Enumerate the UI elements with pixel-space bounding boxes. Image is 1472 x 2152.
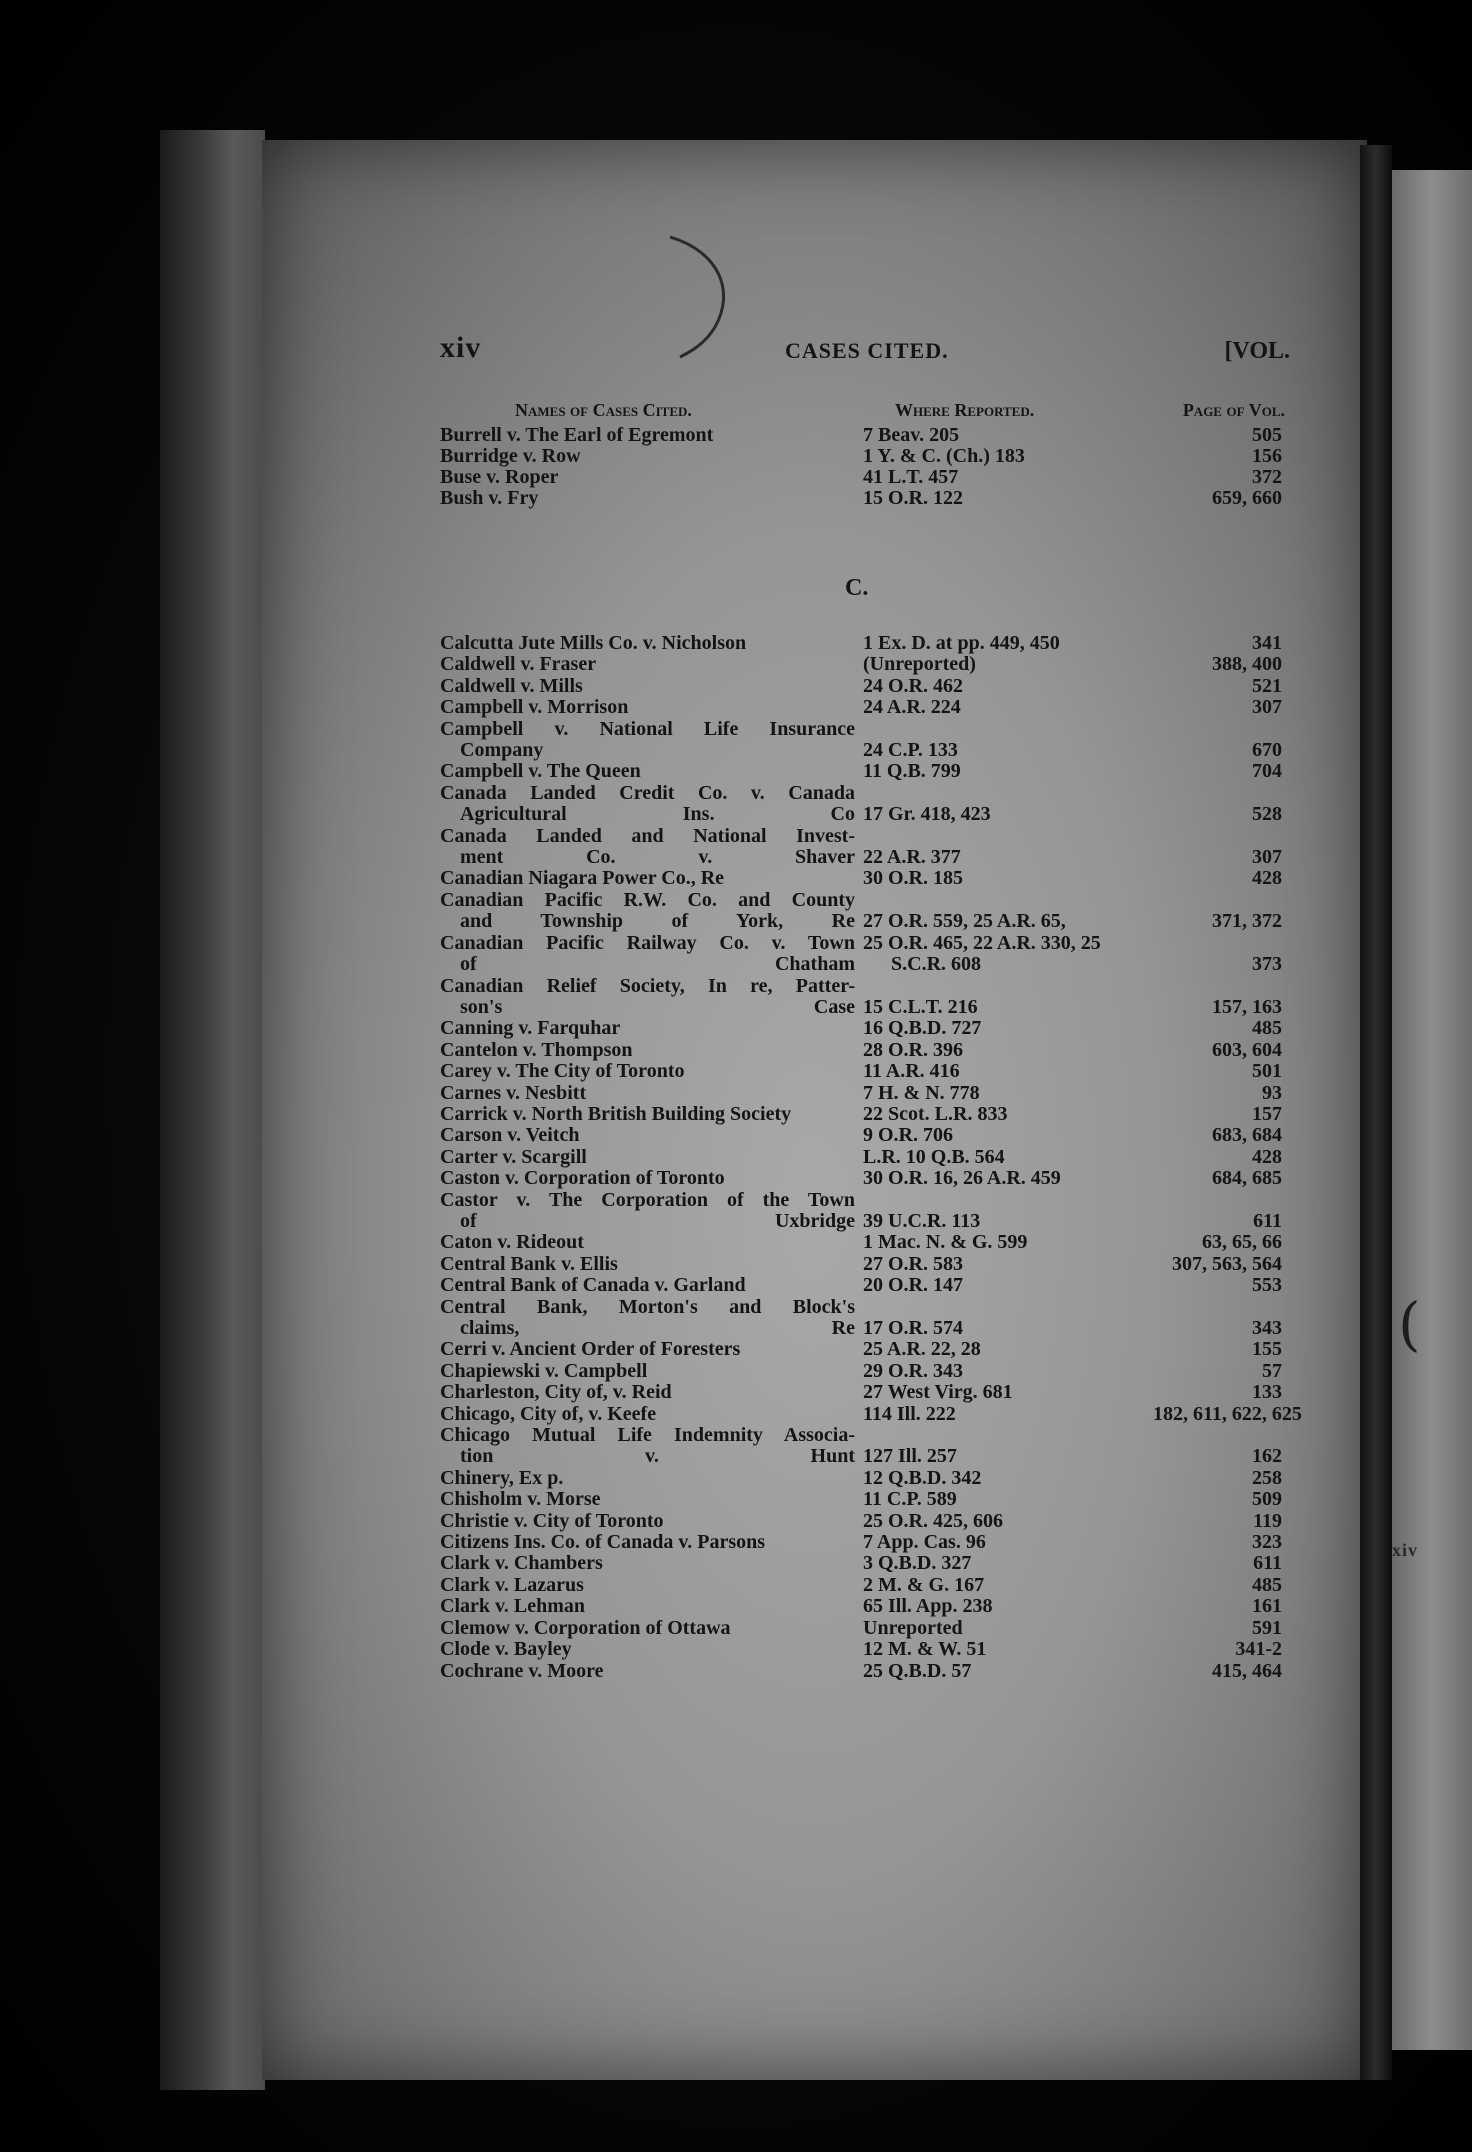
case-citation-text: 25 O.R. 465, 22 A.R. 330, 25 — [863, 932, 1101, 954]
case-name — [440, 1596, 855, 1617]
case-name — [440, 1083, 855, 1104]
case-citation — [863, 1639, 1153, 1660]
case-citation — [863, 1254, 1153, 1275]
case-name-continuation: son's Case — [460, 995, 855, 1018]
case-page-ref: 258 — [1252, 1466, 1282, 1489]
case-row — [440, 1061, 1282, 1082]
case-row — [440, 826, 1282, 869]
case-citation — [863, 1553, 1153, 1574]
case-citation-text: 27 West Virg. 681 — [863, 1382, 1013, 1404]
case-name-text: Clark v. Lazarus — [440, 1573, 584, 1596]
case-page-ref: 156 — [1252, 445, 1282, 467]
case-name — [440, 1661, 855, 1682]
case-row — [440, 1147, 1282, 1168]
case-citation — [863, 1168, 1153, 1189]
case-name — [440, 976, 855, 1019]
case-citation — [863, 1339, 1153, 1360]
case-name — [440, 719, 855, 762]
case-citation-text: 20 O.R. 147 — [863, 1275, 963, 1297]
case-name-text: Campbell v. National Life Insurance — [440, 717, 855, 740]
case-citation — [863, 1382, 1153, 1403]
case-page-ref: 603, 604 — [1212, 1038, 1282, 1061]
case-row — [440, 697, 1282, 718]
case-citation — [863, 1468, 1153, 1489]
case-name-continuation: ment Co. v. Shaver — [460, 846, 855, 869]
case-page-ref: 505 — [1252, 424, 1282, 446]
case-page-ref: 521 — [1252, 674, 1282, 697]
case-name-text: Campbell v. Morrison — [440, 696, 629, 719]
case-citation-text: 41 L.T. 457 — [863, 467, 959, 488]
case-citation — [863, 467, 1153, 488]
case-citation-text: 1 Mac. N. & G. 599 — [863, 1232, 1028, 1254]
case-citation-text: 17 Gr. 418, 423 — [863, 804, 991, 826]
case-row — [440, 1083, 1282, 1104]
case-name-text: Burrell v. The Earl of Egremont — [440, 424, 714, 446]
case-row — [440, 976, 1282, 1019]
case-name — [440, 1489, 855, 1510]
case-name-text: Chicago Mutual Life Indemnity Associa- — [440, 1424, 855, 1447]
case-page-ref: 307 — [1252, 696, 1282, 719]
case-page-ref: 57 — [1262, 1359, 1282, 1382]
case-row — [440, 1232, 1282, 1253]
case-citation — [863, 1361, 1153, 1382]
margin-bracket: ( — [1398, 1290, 1421, 1358]
case-page-ref: 683, 684 — [1212, 1124, 1282, 1147]
case-row — [440, 890, 1282, 933]
case-citation — [863, 1404, 1153, 1425]
case-row — [440, 1104, 1282, 1125]
case-name-text: Carson v. Veitch — [440, 1124, 580, 1147]
case-name-text: Canada Landed and National Invest- — [440, 824, 855, 847]
case-citation-text: 16 Q.B.D. 727 — [863, 1018, 982, 1040]
case-row — [440, 1639, 1282, 1660]
case-page-ref: 659, 660 — [1212, 487, 1282, 509]
case-row — [440, 654, 1282, 675]
facing-page-edge — [1392, 170, 1472, 2050]
case-name — [440, 1190, 855, 1233]
case-citation — [863, 1211, 1153, 1232]
case-citation — [863, 488, 1153, 509]
case-page-ref: 155 — [1252, 1338, 1282, 1361]
case-name-text: Cerri v. Ancient Order of Foresters — [440, 1338, 741, 1361]
case-page-ref: 93 — [1262, 1081, 1282, 1104]
case-page-ref: 553 — [1252, 1274, 1282, 1297]
case-name-text: Bush v. Fry — [440, 487, 539, 509]
case-row — [440, 1425, 1282, 1468]
case-citation-text: 24 C.P. 133 — [863, 740, 958, 762]
case-name — [440, 467, 855, 488]
case-name — [440, 446, 855, 467]
case-name-text: Canada Landed Credit Co. v. Canada — [440, 781, 855, 804]
case-row — [440, 488, 1282, 509]
case-name — [440, 1254, 855, 1275]
case-name — [440, 1361, 855, 1382]
case-name — [440, 1040, 855, 1061]
case-name — [440, 826, 855, 869]
case-page-ref: 341 — [1252, 632, 1282, 654]
case-citation — [863, 1661, 1153, 1682]
case-row — [440, 1468, 1282, 1489]
case-citation — [863, 1125, 1153, 1146]
case-citation — [863, 997, 1153, 1018]
section-b-list — [440, 425, 1282, 509]
case-citation-text: 114 Ill. 222 — [863, 1403, 956, 1425]
case-row — [440, 1382, 1282, 1403]
case-citation — [863, 1104, 1153, 1125]
case-citation-text: 22 Scot. L.R. 833 — [863, 1103, 1008, 1125]
case-name-text: Citizens Ins. Co. of Canada v. Parsons — [440, 1531, 766, 1554]
case-page-ref: 528 — [1252, 803, 1282, 826]
case-citation — [863, 847, 1153, 868]
case-citation — [863, 676, 1153, 697]
case-citation-text: 25 O.R. 425, 606 — [863, 1510, 1003, 1532]
case-citation-text: 30 O.R. 16, 26 A.R. 459 — [863, 1168, 1061, 1190]
case-page-ref: 162 — [1252, 1445, 1282, 1468]
case-row — [440, 1511, 1282, 1532]
case-row — [440, 1168, 1282, 1189]
case-name-continuation: and Township of York, Re — [460, 910, 855, 933]
case-citation-text: 12 Q.B.D. 342 — [863, 1467, 982, 1489]
case-page-ref: 323 — [1252, 1531, 1282, 1554]
case-row — [440, 719, 1282, 762]
case-citation — [863, 654, 1153, 675]
case-name — [440, 1061, 855, 1082]
case-citation-text: 24 A.R. 224 — [863, 697, 961, 719]
case-citation — [863, 425, 1153, 446]
case-name-continuation: tion v. Hunt — [460, 1445, 855, 1468]
case-row — [440, 1489, 1282, 1510]
case-name-text: Chicago, City of, v. Keefe — [440, 1402, 657, 1425]
case-name-continuation: of Uxbridge — [460, 1209, 855, 1232]
case-citation — [863, 1018, 1153, 1039]
case-row — [440, 783, 1282, 826]
case-row — [440, 1661, 1282, 1682]
case-page-ref: 509 — [1252, 1488, 1282, 1511]
case-citation-text: 11 Q.B. 799 — [863, 761, 961, 783]
case-page-ref: 428 — [1252, 867, 1282, 890]
case-citation-text: 2 M. & G. 167 — [863, 1574, 985, 1596]
case-row — [440, 1596, 1282, 1617]
case-citation-text: 11 C.P. 589 — [863, 1489, 957, 1511]
case-name-text: Canning v. Farquhar — [440, 1017, 621, 1040]
case-name-text: Central Bank v. Ellis — [440, 1252, 618, 1275]
case-name-continuation: Company — [460, 739, 544, 762]
case-citation-text: 127 Ill. 257 — [863, 1446, 957, 1468]
margin-note: xiv — [1392, 1540, 1419, 1560]
case-name-continuation: claims, Re — [460, 1317, 855, 1339]
case-citation-text: 7 Beav. 205 — [863, 425, 960, 446]
case-name — [440, 1553, 855, 1574]
case-citation — [863, 933, 1153, 976]
case-citation-text: 65 Ill. App. 238 — [863, 1596, 993, 1618]
case-row — [440, 1532, 1282, 1553]
column-header-where: Where Reported. — [895, 400, 1035, 420]
case-page-ref: 157, 163 — [1212, 995, 1282, 1018]
case-name-text: Calcutta Jute Mills Co. v. Nicholson — [440, 632, 747, 654]
case-citation-text: 15 O.R. 122 — [863, 488, 963, 509]
case-row — [440, 1254, 1282, 1275]
case-citation-continuation: S.C.R. 608 — [891, 953, 982, 976]
case-name — [440, 890, 855, 933]
case-page-ref: 63, 65, 66 — [1202, 1231, 1282, 1254]
case-page-ref: 373 — [1252, 953, 1282, 976]
case-name-text: Burridge v. Row — [440, 445, 581, 467]
case-citation-text: 17 O.R. 574 — [863, 1318, 963, 1339]
page-header — [440, 325, 1290, 375]
book-spine-edge — [160, 130, 265, 2090]
page-gutter — [1360, 145, 1392, 2080]
case-citation-text: L.R. 10 Q.B. 564 — [863, 1146, 1005, 1168]
case-page-ref: 611 — [1253, 1209, 1282, 1232]
case-citation — [863, 697, 1153, 718]
case-name — [440, 425, 855, 446]
case-citation-text: 9 O.R. 706 — [863, 1125, 953, 1147]
case-name-text: Christie v. City of Toronto — [440, 1509, 664, 1532]
case-citation-text: Unreported — [863, 1617, 963, 1639]
case-citation — [863, 633, 1153, 654]
case-name-text: Central Bank, Morton's and Block's — [440, 1295, 855, 1318]
case-name-text: Caston v. Corporation of Toronto — [440, 1167, 725, 1190]
case-citation-text: 11 A.R. 416 — [863, 1061, 960, 1083]
case-row — [440, 1040, 1282, 1061]
case-citation — [863, 1040, 1153, 1061]
case-row — [440, 761, 1282, 782]
case-citation-text: 27 O.R. 583 — [863, 1253, 963, 1275]
case-name-text: Chisholm v. Morse — [440, 1488, 601, 1511]
case-name — [440, 783, 855, 826]
case-page-ref: 371, 372 — [1212, 910, 1282, 933]
case-citation — [863, 1061, 1153, 1082]
case-name-text: Clark v. Chambers — [440, 1552, 603, 1575]
case-page-ref: 388, 400 — [1212, 653, 1282, 676]
case-page-ref: 343 — [1252, 1317, 1282, 1339]
case-name-text: Cantelon v. Thompson — [440, 1038, 633, 1061]
case-name-text: Canadian Pacific Railway Co. v. Town — [440, 931, 855, 954]
case-name — [440, 1104, 855, 1125]
case-name-text: Caldwell v. Mills — [440, 674, 583, 697]
case-page-ref: 501 — [1252, 1060, 1282, 1083]
case-page-ref: 415, 464 — [1212, 1659, 1282, 1682]
case-citation — [863, 1596, 1153, 1617]
case-name — [440, 1575, 855, 1596]
case-name-text: Canadian Niagara Power Co., Re — [440, 867, 725, 890]
case-name — [440, 1018, 855, 1039]
section-c-list — [440, 632, 1302, 1682]
case-row — [440, 868, 1282, 889]
case-citation-text: 22 A.R. 377 — [863, 847, 961, 869]
case-citation-text: 25 Q.B.D. 57 — [863, 1660, 972, 1682]
case-name-text: Buse v. Roper — [440, 466, 559, 488]
case-citation — [863, 740, 1153, 761]
case-citation — [863, 1147, 1153, 1168]
case-citation-text: 27 O.R. 559, 25 A.R. 65, — [863, 911, 1066, 933]
case-citation-text: 1 Ex. D. at pp. 449, 450 — [863, 633, 1060, 654]
case-name — [440, 1425, 855, 1468]
case-name — [440, 633, 855, 654]
case-citation-text: 7 H. & N. 778 — [863, 1082, 980, 1104]
case-name — [440, 1125, 855, 1146]
case-citation — [863, 1232, 1153, 1253]
case-name-text: Carey v. The City of Toronto — [440, 1060, 685, 1083]
case-name-text: Central Bank of Canada v. Garland — [440, 1274, 746, 1297]
case-name — [440, 676, 855, 697]
case-name-text: Caldwell v. Fraser — [440, 653, 597, 676]
case-page-ref: 307 — [1252, 846, 1282, 869]
case-citation — [863, 1318, 1153, 1339]
case-row — [440, 446, 1282, 467]
case-name-text: Castor v. The Corporation of the Town — [440, 1188, 855, 1211]
case-citation-text: 28 O.R. 396 — [863, 1039, 963, 1061]
case-citation — [863, 868, 1153, 889]
case-row — [440, 1553, 1282, 1574]
case-name-continuation: of Chatham — [460, 953, 855, 976]
case-name-text: Campbell v. The Queen — [440, 760, 641, 783]
case-page-ref: 341-2 — [1235, 1638, 1282, 1661]
case-name — [440, 1382, 855, 1403]
case-row — [440, 633, 1282, 654]
case-row — [440, 467, 1282, 488]
case-row — [440, 676, 1282, 697]
case-name-text: Clemow v. Corporation of Ottawa — [440, 1616, 731, 1639]
case-citation — [863, 1446, 1153, 1467]
case-page-ref: 704 — [1252, 760, 1282, 783]
case-page-ref: 119 — [1253, 1509, 1282, 1532]
case-name-text: Caton v. Rideout — [440, 1231, 584, 1254]
section-letter-c: C. — [845, 575, 869, 601]
case-name — [440, 933, 855, 976]
case-citation-text: 39 U.C.R. 113 — [863, 1210, 981, 1232]
case-citation-text: 3 Q.B.D. 327 — [863, 1553, 972, 1575]
case-name-text: Chapiewski v. Campbell — [440, 1359, 648, 1382]
case-citation-text: (Unreported) — [863, 654, 976, 676]
case-citation — [863, 1083, 1153, 1104]
case-name-text: Charleston, City of, v. Reid — [440, 1381, 672, 1404]
case-row — [440, 1402, 1302, 1425]
case-name — [440, 1511, 855, 1532]
case-citation — [863, 1532, 1153, 1553]
case-name — [440, 1468, 855, 1489]
case-page-ref: 611 — [1253, 1552, 1282, 1575]
case-row — [440, 1575, 1282, 1596]
case-name-text: Chinery, Ex p. — [440, 1466, 564, 1489]
case-page-ref: 591 — [1252, 1616, 1282, 1639]
page-folio: xiv — [440, 331, 482, 364]
case-name-text: Canadian Relief Society, In re, Patter- — [440, 974, 855, 997]
case-row — [440, 1297, 1282, 1340]
case-citation-text: 29 O.R. 343 — [863, 1360, 963, 1382]
case-page-ref: 161 — [1252, 1595, 1282, 1618]
case-name — [440, 1275, 855, 1296]
case-name-text: Canadian Pacific R.W. Co. and County — [440, 888, 855, 911]
case-name — [440, 1532, 855, 1553]
case-name-text: Carter v. Scargill — [440, 1145, 587, 1168]
case-name — [440, 1618, 855, 1639]
case-name — [440, 697, 855, 718]
case-row — [440, 425, 1282, 446]
column-header-page: Page of Vol. — [1182, 400, 1285, 420]
case-row — [440, 1275, 1282, 1296]
case-citation-text: 24 O.R. 462 — [863, 675, 963, 697]
case-name — [440, 1639, 855, 1660]
case-name-text: Carnes v. Nesbitt — [440, 1081, 587, 1104]
case-name — [440, 868, 855, 889]
case-name — [440, 488, 855, 509]
case-citation — [863, 761, 1153, 782]
case-page-ref: 133 — [1252, 1381, 1282, 1404]
case-name — [440, 1232, 855, 1253]
column-header-names: Names of Cases Cited. — [515, 400, 692, 420]
case-page-ref: 485 — [1252, 1017, 1282, 1040]
case-row — [440, 1125, 1282, 1146]
case-row — [440, 1339, 1282, 1360]
case-row — [440, 1618, 1282, 1639]
case-page-ref: 372 — [1252, 466, 1282, 488]
running-head: CASES CITED. — [785, 338, 949, 363]
case-name-text: Carrick v. North British Building Society — [440, 1102, 792, 1125]
case-name-continuation: Agricultural Ins. Co — [460, 803, 855, 826]
case-row — [440, 933, 1282, 976]
case-page-ref: 428 — [1252, 1145, 1282, 1168]
case-citation-text: 12 M. & W. 51 — [863, 1639, 987, 1661]
case-citation — [863, 1489, 1153, 1510]
volume-mark: [VOL. — [1224, 338, 1290, 364]
case-citation-text: 15 C.L.T. 216 — [863, 996, 978, 1018]
case-name-text: Cochrane v. Moore — [440, 1659, 604, 1682]
case-row — [440, 1018, 1282, 1039]
case-name — [440, 1297, 855, 1340]
case-name — [440, 761, 855, 782]
case-citation — [863, 1618, 1153, 1639]
case-name — [440, 654, 855, 675]
case-citation — [863, 804, 1153, 825]
case-name-text: Clode v. Bayley — [440, 1638, 572, 1661]
case-citation-text: 30 O.R. 185 — [863, 868, 963, 890]
case-citation-text: 1 Y. & C. (Ch.) 183 — [863, 446, 1025, 467]
case-citation — [863, 446, 1153, 467]
case-citation-text: 25 A.R. 22, 28 — [863, 1339, 981, 1361]
case-page-ref: 157 — [1252, 1102, 1282, 1125]
case-name-text: Clark v. Lehman — [440, 1595, 586, 1618]
case-name — [440, 1168, 855, 1189]
case-page-ref: 485 — [1252, 1573, 1282, 1596]
case-page-ref: 670 — [1252, 739, 1282, 762]
case-row — [440, 1190, 1282, 1233]
case-citation-text: 7 App. Cas. 96 — [863, 1532, 986, 1554]
case-page-ref: 684, 685 — [1212, 1167, 1282, 1190]
case-page-ref: 182, 611, 622, 625 — [1153, 1402, 1302, 1425]
case-row — [440, 1361, 1282, 1382]
case-citation — [863, 911, 1153, 932]
case-citation — [863, 1511, 1153, 1532]
case-name — [440, 1339, 855, 1360]
case-name — [440, 1404, 855, 1425]
case-name — [440, 1147, 855, 1168]
case-page-ref: 307, 563, 564 — [1172, 1252, 1282, 1275]
case-citation — [863, 1575, 1153, 1596]
case-citation — [863, 1275, 1153, 1296]
